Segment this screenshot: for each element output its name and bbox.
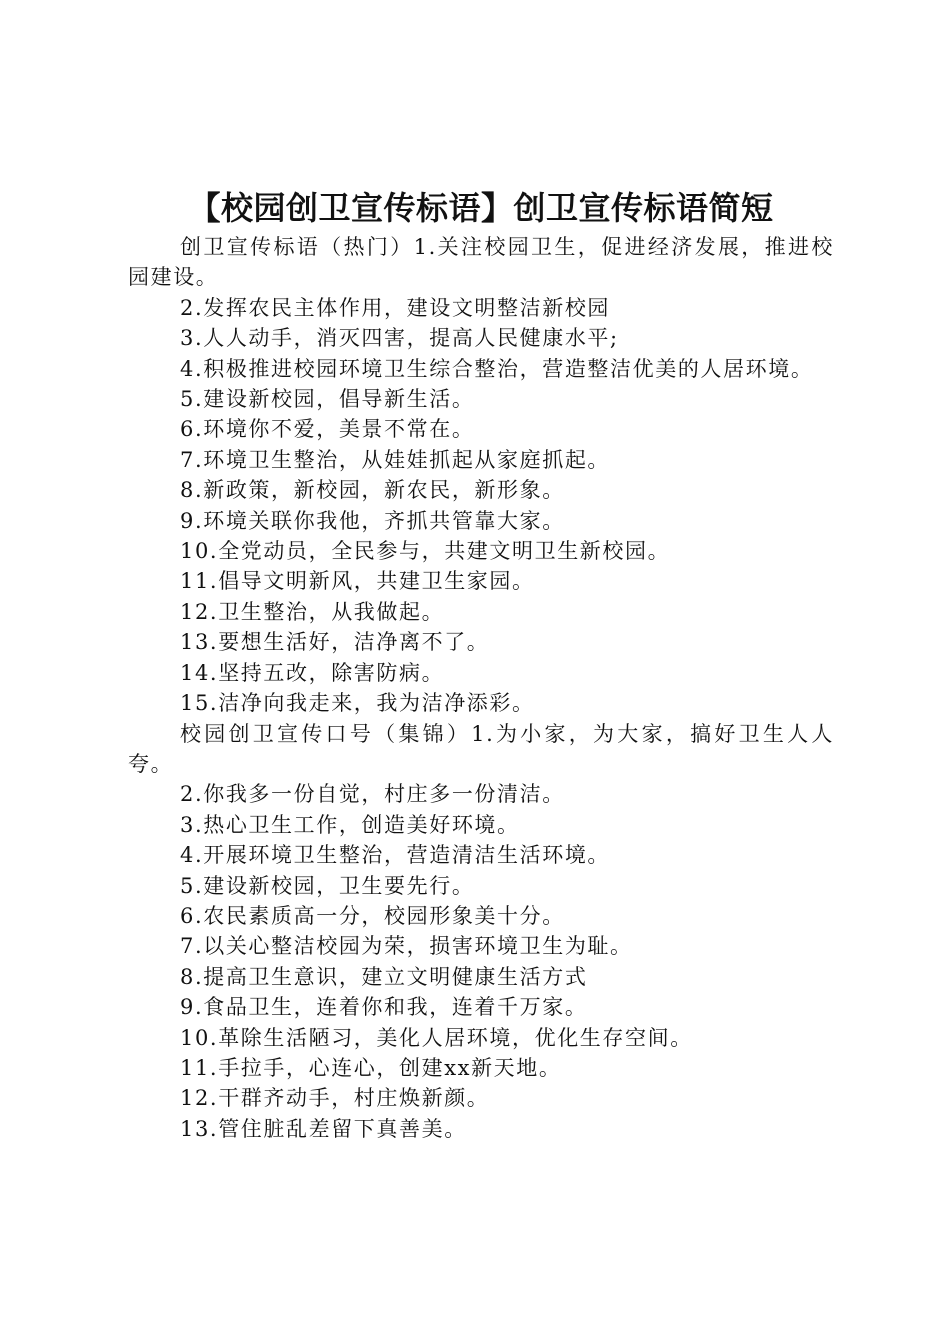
paragraph: 3.人人动手，消灭四害，提高人民健康水平; bbox=[180, 326, 619, 351]
paragraph: 6.农民素质高一分，校园形象美十分。 bbox=[180, 903, 565, 928]
paragraph: 4.开展环境卫生整治，营造清洁生活环境。 bbox=[180, 843, 611, 868]
paragraph: 3.热心卫生工作，创造美好环境。 bbox=[180, 812, 520, 837]
document-page bbox=[128, 186, 834, 1144]
paragraph: 9.食品卫生，连着你和我，连着千万家。 bbox=[180, 995, 588, 1020]
paragraph: 创卫宣传标语（热门）1.关注校园卫生，促进经济发展，推进校园建设。 bbox=[128, 235, 834, 290]
paragraph: 13.要想生活好，洁净离不了。 bbox=[180, 630, 490, 655]
paragraph: 10.全党动员，全民参与，共建文明卫生新校园。 bbox=[180, 539, 671, 564]
document-title: 【校园创卫宣传标语】创卫宣传标语简短 bbox=[188, 189, 774, 227]
paragraph: 14.坚持五改，除害防病。 bbox=[180, 660, 445, 685]
paragraph: 2.你我多一份自觉，村庄多一份清洁。 bbox=[180, 782, 565, 807]
paragraph: 5.建设新校园，倡导新生活。 bbox=[180, 387, 475, 412]
paragraph: 12.卫生整治，从我做起。 bbox=[180, 599, 445, 624]
paragraph: 5.建设新校园，卫生要先行。 bbox=[180, 873, 475, 898]
paragraph: 8.提高卫生意识，建立文明健康生活方式 bbox=[180, 964, 588, 989]
paragraph: 校园创卫宣传口号（集锦）1.为小家，为大家，搞好卫生人人夸。 bbox=[128, 721, 834, 776]
paragraph: 9.环境关联你我他，齐抓共管靠大家。 bbox=[180, 508, 565, 533]
paragraph: 4.积极推进校园环境卫生综合整治，营造整洁优美的人居环境。 bbox=[180, 356, 814, 381]
paragraph: 6.环境你不爱，美景不常在。 bbox=[180, 417, 475, 442]
paragraph: 13.管住脏乱差留下真善美。 bbox=[180, 1116, 467, 1141]
paragraph: 7.环境卫生整治，从娃娃抓起从家庭抓起。 bbox=[180, 447, 611, 472]
paragraph: 8.新政策，新校园，新农民，新形象。 bbox=[180, 478, 565, 503]
paragraph: 2.发挥农民主体作用，建设文明整洁新校园 bbox=[180, 295, 611, 320]
paragraph: 15.洁净向我走来，我为洁净添彩。 bbox=[180, 691, 535, 716]
paragraph: 7.以关心整洁校园为荣，损害环境卫生为耻。 bbox=[180, 934, 633, 959]
paragraph: 10.革除生活陋习，美化人居环境，优化生存空间。 bbox=[180, 1025, 693, 1050]
paragraph: 11.手拉手，心连心，创建xx新天地。 bbox=[180, 1055, 562, 1080]
paragraph: 11.倡导文明新风，共建卫生家园。 bbox=[180, 569, 535, 594]
paragraph: 12.干群齐动手，村庄焕新颜。 bbox=[180, 1086, 490, 1111]
document-body bbox=[128, 232, 834, 1144]
